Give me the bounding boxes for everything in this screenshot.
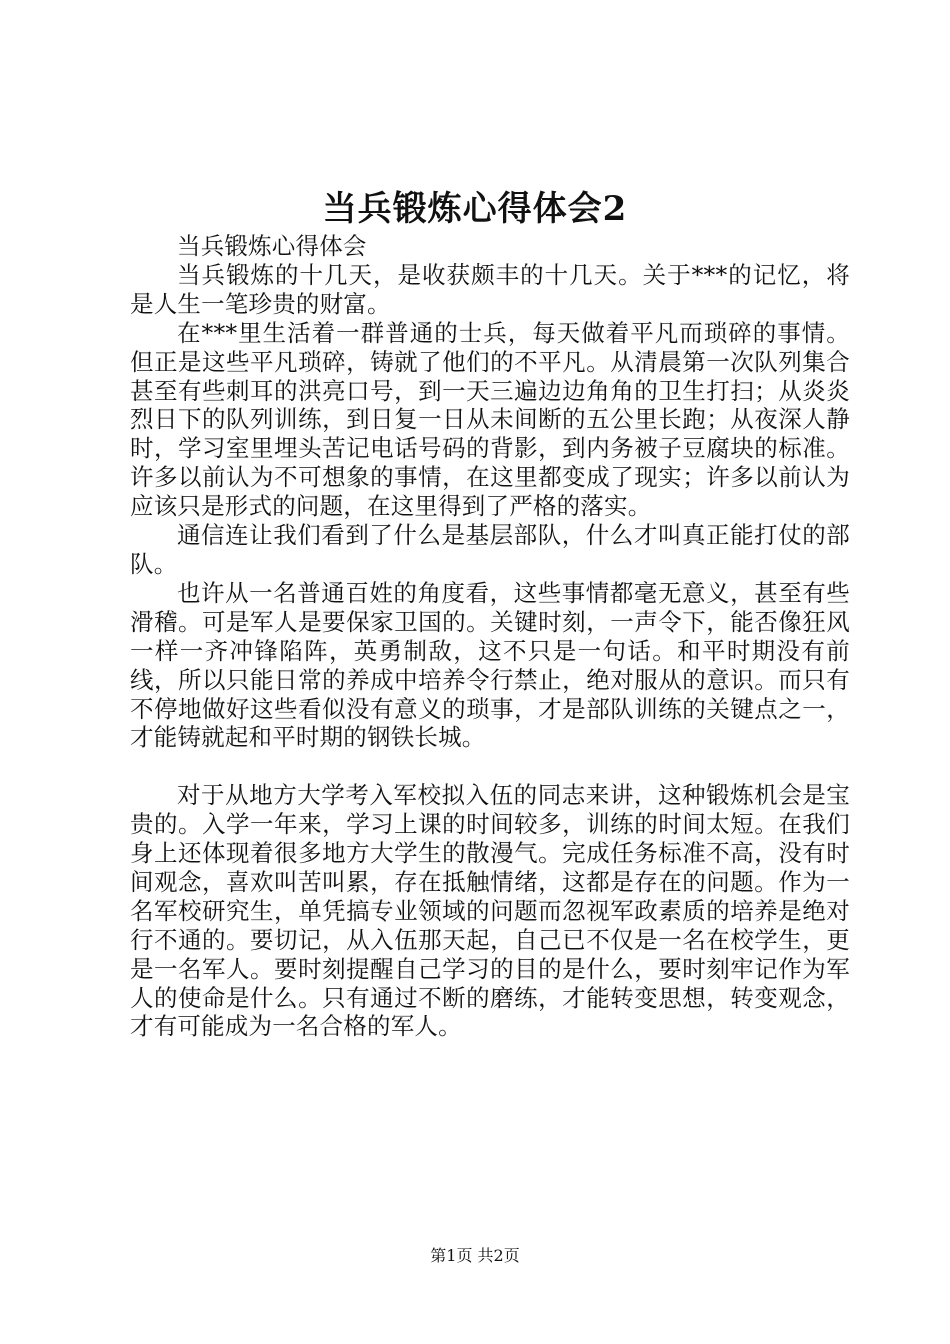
paragraph-signal-company: 通信连让我们看到了什么是基层部队，什么才叫真正能打仗的部队。 bbox=[130, 521, 850, 578]
document-title: 当兵锻炼心得体会2 bbox=[322, 189, 628, 229]
page-number-footer: 第1页 共2页 bbox=[430, 1246, 520, 1265]
paragraph-military-meaning: 也许从一名普通百姓的角度看，这些事情都毫无意义，甚至有些滑稽。可是军人是要保家卫国的。关键时刻，一声令下，能否像狂风一样一齐冲锋陷阵，英勇制敌，这不只是一句话。和平时期没有前线，所以只能日常的养成中培养令行禁止，绝对服从的意识。而只有不停地做好这些看似没有意义的琐事，才是部队训练的关键点之一，才能铸就起和平时期的钢铁长城。 bbox=[130, 578, 850, 752]
paragraph-student-reflection: 对于从地方大学考入军校拟入伍的同志来讲，这种锻炼机会是宝贵的。入学一年来，学习上课的时间较多，训练的时间太短。在我们身上还体现着很多地方大学生的散漫气。完成任务标准不高，没有时间观念，喜欢叫苦叫累，存在抵触情绪，这都是存在的问题。作为一名军校研究生，单凭搞专业领域的问题而忽视军政素质的培养是绝对行不通的。要切记，从入伍那天起，自己已不仅是一名在校学生，更是一名军人。要时刻提醒自己学习的目的是什么，要时刻牢记作为军人的使命是什么。只有通过不断的磨练，才能转变思想，转变观念，才有可能成为一名合格的军人。 bbox=[130, 781, 850, 1041]
document-body bbox=[130, 232, 850, 1041]
paragraph-soldier-life: 在***里生活着一群普通的士兵，每天做着平凡而琐碎的事情。但正是这些平凡琐碎，铸就了他们的不平凡。从清晨第一次队列集合甚至有些刺耳的洪亮口号，到一天三遍边边角角的卫生打扫；从炎炎烈日下的队列训练，到日复一日从未间断的五公里长跑；从夜深人静时，学习室里埋头苦记电话号码的背影，到内务被子豆腐块的标准。许多以前认为不可想象的事情，在这里都变成了现实；许多以前认为应该只是形式的问题，在这里得到了严格的落实。 bbox=[130, 318, 850, 521]
paragraph-subtitle: 当兵锻炼心得体会 bbox=[177, 232, 367, 260]
paragraph-intro: 当兵锻炼的十几天，是收获颇丰的十几天。关于***的记忆，将是人生一笔珍贵的财富。 bbox=[130, 260, 850, 318]
